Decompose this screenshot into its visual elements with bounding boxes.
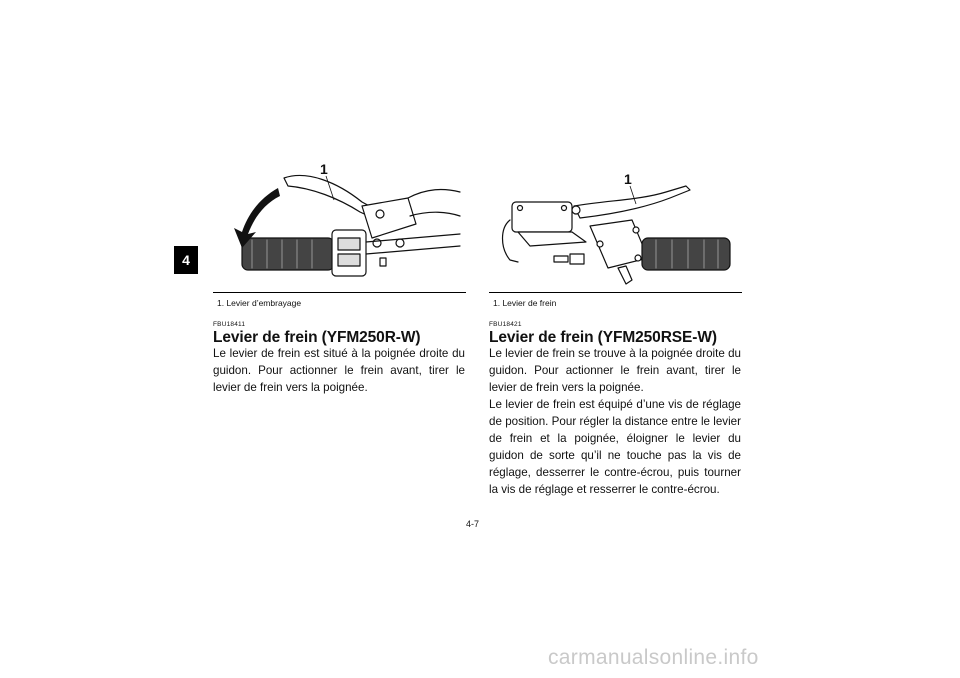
page-number: 4-7 [466, 519, 480, 529]
right-paragraph-2: Le levier de frein est équipé d’une vis de réglage de position. Pour régler la distance entre le levier de frein et la poignée, éloigner le levier du guidon de sorte qu’il ne touche pas la vis de réglage, desserrer le contre-écrou, puis tourner la vis de réglage et resserrer le contre-écrou. [489, 398, 741, 496]
right-paragraph-1: Le levier de frein se trouve à la poignée droite du guidon. Pour actionner le frein avant, tirer le levier de frein vers la poignée. [489, 347, 741, 394]
left-section-body [213, 345, 465, 396]
clutch-callout-number: 1 [320, 161, 328, 177]
right-section-body [489, 345, 741, 498]
chapter-tab: 4 [174, 246, 198, 274]
right-caption-rule [489, 292, 742, 293]
brake-callout-number: 1 [624, 171, 632, 187]
left-paragraph: Le levier de frein est situé à la poignée droite du guidon. Pour actionner le frein avant, tirer le levier de frein vers la poignée. [213, 347, 465, 394]
right-section-heading: Levier de frein (YFM250RSE-W) [489, 329, 717, 346]
right-section-code: FBU18421 [489, 321, 522, 328]
left-section-code: FBU18411 [213, 321, 246, 328]
clutch-lever-illustration [212, 158, 468, 288]
right-figure-caption: 1. Levier de frein [493, 298, 557, 308]
brake-lever-illustration [490, 168, 746, 290]
left-caption-rule [213, 292, 466, 293]
watermark-text: carmanualsonline.info [548, 646, 759, 669]
left-figure-caption: 1. Levier d’embrayage [217, 298, 302, 308]
left-section-heading: Levier de frein (YFM250R-W) [213, 329, 421, 346]
brake-lever-figure [490, 168, 746, 290]
clutch-lever-figure [212, 158, 468, 288]
